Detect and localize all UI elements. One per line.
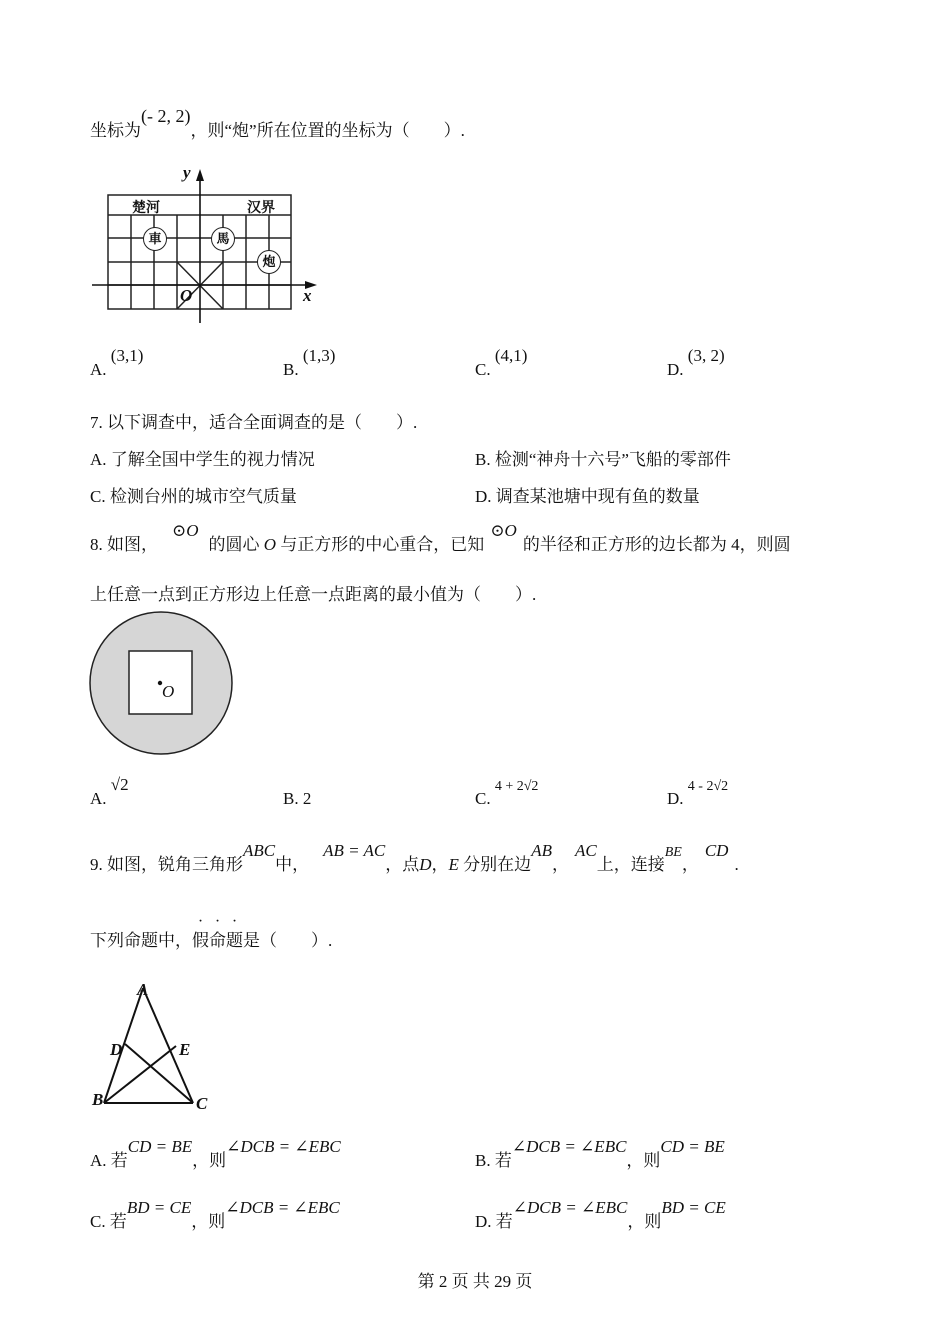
q9-be: BE — [664, 845, 682, 860]
q7-option-a-text: 了解全国中学生的视力情况 — [110, 450, 315, 469]
q8-option-c-value: 4 + 2√2 — [494, 779, 539, 794]
q6-option-d-label: D. — [667, 360, 684, 379]
q8-option-b-label: B. — [283, 789, 299, 808]
q6-stem-pre: 坐标为 — [90, 121, 141, 140]
q8-num: 8. 如图， — [90, 535, 158, 554]
q7-option-c-text: 检测台州的城市空气质量 — [109, 487, 297, 506]
q7-option-d-label: D. — [475, 487, 492, 506]
q9-ac: AC — [574, 841, 597, 860]
q6-option-a[interactable] — [90, 346, 144, 380]
q6-option-c-value: (4,1) — [494, 346, 528, 365]
chessboard-figure — [88, 165, 328, 325]
q9-option-b[interactable] — [475, 1137, 725, 1171]
q7-option-d-text: 调查某池塘中现有鱼的数量 — [495, 487, 700, 506]
q7-option-b-label: B. — [475, 450, 491, 469]
q9-option-a-ruo: 若 — [110, 1151, 128, 1170]
q9-option-a-label: A. — [90, 1151, 107, 1170]
q7-option-c[interactable] — [90, 482, 297, 507]
q8-part3: 的半径和正方形的边长都为 4，则圆 — [522, 535, 791, 554]
q9-option-c-concl: ∠DCB = ∠EBC — [225, 1198, 340, 1217]
q7-option-d[interactable] — [475, 482, 700, 507]
q9-option-b-label: B. — [475, 1151, 491, 1170]
piece-che-label: 車 — [148, 231, 162, 246]
piece-ma-label: 馬 — [216, 231, 230, 246]
q6-option-b-label: B. — [283, 360, 299, 379]
q9-dian: ，点 — [385, 855, 420, 874]
q8-option-d[interactable] — [667, 779, 729, 809]
q7-option-b-text: 检测“神舟十六号”飞船的零部件 — [494, 450, 731, 469]
q8-part2: 与正方形的中心重合，已知 — [280, 535, 485, 554]
q6-option-d-value: (3, 2) — [687, 346, 725, 365]
q9-option-d-concl: BD = CE — [661, 1198, 726, 1217]
q9-fenbie: 分别在边 — [463, 855, 532, 874]
river-label-right: 汉界 — [247, 201, 275, 216]
q8-o: O — [263, 535, 277, 554]
q9-option-a[interactable] — [90, 1137, 341, 1171]
triangle-vertex-a: A — [137, 980, 149, 999]
q6-stem — [90, 106, 465, 141]
q7-option-a-label: A. — [90, 450, 107, 469]
q6-option-d[interactable] — [667, 346, 725, 380]
q9-stem-line1 — [90, 841, 739, 875]
q9-option-c-cond: BD = CE — [126, 1198, 192, 1217]
q8-option-c[interactable] — [475, 779, 539, 809]
q9-comma-2: ， — [551, 855, 569, 874]
q8-center-label: O — [162, 682, 175, 701]
q7-option-a[interactable] — [90, 445, 315, 470]
q9-option-b-ruo: 若 — [494, 1151, 512, 1170]
q9-ab-eq-ac: AB = AC — [323, 841, 386, 860]
q9-stem-line2 — [90, 913, 333, 951]
q9-num: 9. 如图，锐角三角形 — [90, 855, 243, 874]
q9-option-b-concl: CD = BE — [660, 1137, 725, 1156]
q7-stem: 7. 以下调查中，适合全面调查的是（ ）. — [90, 413, 418, 432]
q8-option-c-label: C. — [475, 789, 491, 808]
q9-option-c-ruo: 若 — [109, 1212, 127, 1231]
q9-cd: CD — [704, 841, 729, 860]
triangle-vertex-b: B — [92, 1090, 104, 1109]
q9-abc: ABC — [243, 841, 276, 860]
q9-option-d-label: D. — [475, 1212, 492, 1231]
triangle-vertex-c: C — [196, 1094, 208, 1113]
q9-option-b-cond: ∠DCB = ∠EBC — [511, 1137, 627, 1156]
q9-e: E — [448, 855, 459, 874]
q9-d: D — [419, 855, 432, 874]
q6-option-b[interactable] — [283, 346, 336, 380]
q8-option-a-label: A. — [90, 789, 107, 808]
river-label-left: 楚河 — [132, 201, 160, 216]
q8-option-a[interactable] — [90, 775, 129, 809]
piece-pao-label: 炮 — [262, 254, 276, 269]
q9-option-c[interactable] — [90, 1198, 340, 1232]
q9-shang: 上，连接 — [596, 855, 665, 874]
emphasis-dots: · · · — [197, 913, 238, 930]
q9-option-d-ze: ，则 — [627, 1212, 662, 1231]
q8-option-d-value: 4 - 2√2 — [687, 779, 729, 794]
q9-option-c-ze: ，则 — [191, 1212, 226, 1231]
q8-stem-line1 — [90, 521, 791, 555]
triangle-point-d: D — [110, 1040, 123, 1059]
q8-circle-o-1: ⊙O — [172, 521, 199, 540]
y-axis-label: y — [183, 163, 191, 182]
q6-coord: (- 2, 2) — [141, 106, 191, 126]
triangle-point-e: E — [179, 1040, 191, 1059]
q9-emphasis — [192, 913, 243, 950]
q8-option-d-label: D. — [667, 789, 684, 808]
q7-option-b[interactable] — [475, 445, 731, 470]
q9-option-a-cond: CD = BE — [127, 1137, 193, 1156]
q9-line2-emph: 假命题 — [192, 931, 243, 950]
q9-option-c-label: C. — [90, 1212, 106, 1231]
piece-ma — [211, 227, 235, 251]
q9-zhong: 中， — [275, 855, 310, 874]
q8-stem-line2: 上任意一点到正方形边上任意一点距离的最小值为（ ）. — [90, 585, 537, 604]
piece-che — [143, 227, 167, 251]
q9-option-d-cond: ∠DCB = ∠EBC — [512, 1198, 628, 1217]
q8-circle-o-2: ⊙O — [490, 521, 517, 540]
q6-stem-post: ，则“炮”所在位置的坐标为（ ）. — [190, 121, 465, 140]
q9-line2-post: 是（ ）. — [243, 931, 333, 950]
q8-option-a-value: √2 — [110, 775, 129, 794]
q8-option-b[interactable] — [283, 789, 311, 809]
q9-option-d[interactable] — [475, 1198, 726, 1232]
q9-comma: ， — [431, 855, 449, 874]
q6-option-b-value: (1,3) — [302, 346, 336, 365]
q6-option-a-value: (3,1) — [110, 346, 144, 365]
q6-option-c[interactable] — [475, 346, 528, 380]
q6-option-c-label: C. — [475, 360, 491, 379]
q9-option-a-concl: ∠DCB = ∠EBC — [226, 1137, 341, 1156]
q6-option-a-label: A. — [90, 360, 107, 379]
q9-comma-3: ， — [681, 855, 699, 874]
q7-option-c-label: C. — [90, 487, 106, 506]
page-footer: 第 2 页 共 29 页 — [417, 1272, 533, 1291]
q8-part1: 的圆心 — [208, 535, 260, 554]
q9-period: . — [734, 855, 739, 874]
piece-pao — [257, 250, 281, 274]
q9-ab: AB — [531, 841, 552, 860]
q9-option-b-ze: ，则 — [626, 1151, 661, 1170]
q9-option-d-ruo: 若 — [495, 1212, 513, 1231]
x-axis-label: x — [303, 286, 312, 305]
origin-label: O — [180, 286, 193, 305]
q8-option-b-value: 2 — [302, 789, 312, 808]
q9-option-a-ze: ，则 — [192, 1151, 227, 1170]
q9-line2-pre: 下列命题中， — [90, 931, 192, 950]
